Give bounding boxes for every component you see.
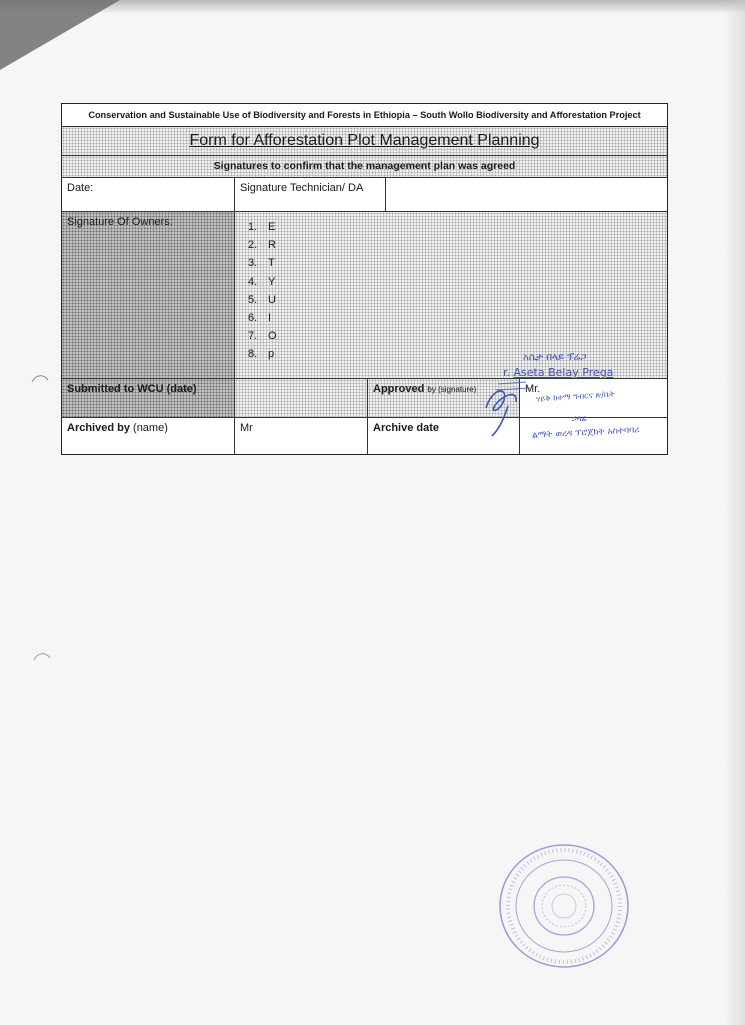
stamp-role-line: ኃላፊ xyxy=(572,414,588,423)
form-title: Form for Afforestation Plot Management Planning xyxy=(189,132,540,149)
technician-signature-value[interactable] xyxy=(386,178,667,211)
official-seal-stamp xyxy=(497,842,631,970)
project-title: Conservation and Sustainable Use of Biodiversity and Forests in Ethiopia – South Wollo Biodiversity and Afforestation Project xyxy=(88,110,641,120)
form-title-row xyxy=(62,127,667,156)
owner-item: 3. T xyxy=(248,257,275,270)
owners-list xyxy=(240,216,662,364)
scan-right-shadow xyxy=(723,0,745,1025)
owners-label-cell xyxy=(62,212,235,378)
signatures-heading-row xyxy=(62,156,667,178)
technician-signature-field[interactable] xyxy=(235,178,386,211)
stamp-office-line: ሃይቅ ከተማ ግብርና ጽ/ቤት xyxy=(535,389,616,404)
date-row xyxy=(62,178,667,212)
archived-name-label: (name) xyxy=(133,422,168,434)
owner-item: 2. R xyxy=(248,239,276,252)
scan-corner-shadow xyxy=(0,0,120,70)
archived-label: Archived by xyxy=(67,422,130,434)
stamp-name-line: r. Aseta Belay Prega xyxy=(503,366,614,379)
date-field[interactable] xyxy=(62,178,235,211)
owner-item: 1. E xyxy=(248,221,276,233)
date-label: Date: xyxy=(67,182,94,194)
archive-date-label: Archive date xyxy=(373,422,440,434)
submitted-date-field[interactable] xyxy=(235,379,368,417)
handwritten-signature xyxy=(478,378,541,440)
archived-label-cell xyxy=(62,418,235,454)
scan-mark xyxy=(30,372,50,384)
signatures-heading: Signatures to confirm that the management plan was agreed xyxy=(213,160,516,172)
owner-item: 6. I xyxy=(248,312,272,325)
owners-signature-field[interactable] xyxy=(235,212,667,378)
afforestation-form xyxy=(61,103,668,455)
approved-by-label: by (signature) xyxy=(427,385,477,394)
owner-item: 8. p xyxy=(248,348,275,361)
owner-item: 4. Y xyxy=(248,275,276,288)
submitted-label: Submitted to WCU (date) xyxy=(67,383,197,395)
archived-name-field[interactable] xyxy=(235,418,368,454)
project-title-row xyxy=(62,104,667,127)
owners-label: Signature Of Owners: xyxy=(67,216,173,228)
archived-value: Mr xyxy=(240,422,253,434)
approved-label: Approved xyxy=(373,383,425,395)
owner-item: 7. O xyxy=(248,330,277,343)
scan-mark xyxy=(32,650,52,662)
stamp-project-line: ልማት ወረዳ ፕሮጀክት አስተባባሪ xyxy=(531,425,640,441)
owner-item: 5. U xyxy=(248,293,276,306)
technician-label: Signature Technician/ DA xyxy=(240,182,364,194)
submitted-label-cell xyxy=(62,379,235,417)
approved-value: Mr. xyxy=(525,383,541,395)
stamp-amharic-name: አሴታ በላይ ፕሬጋ xyxy=(523,352,587,363)
